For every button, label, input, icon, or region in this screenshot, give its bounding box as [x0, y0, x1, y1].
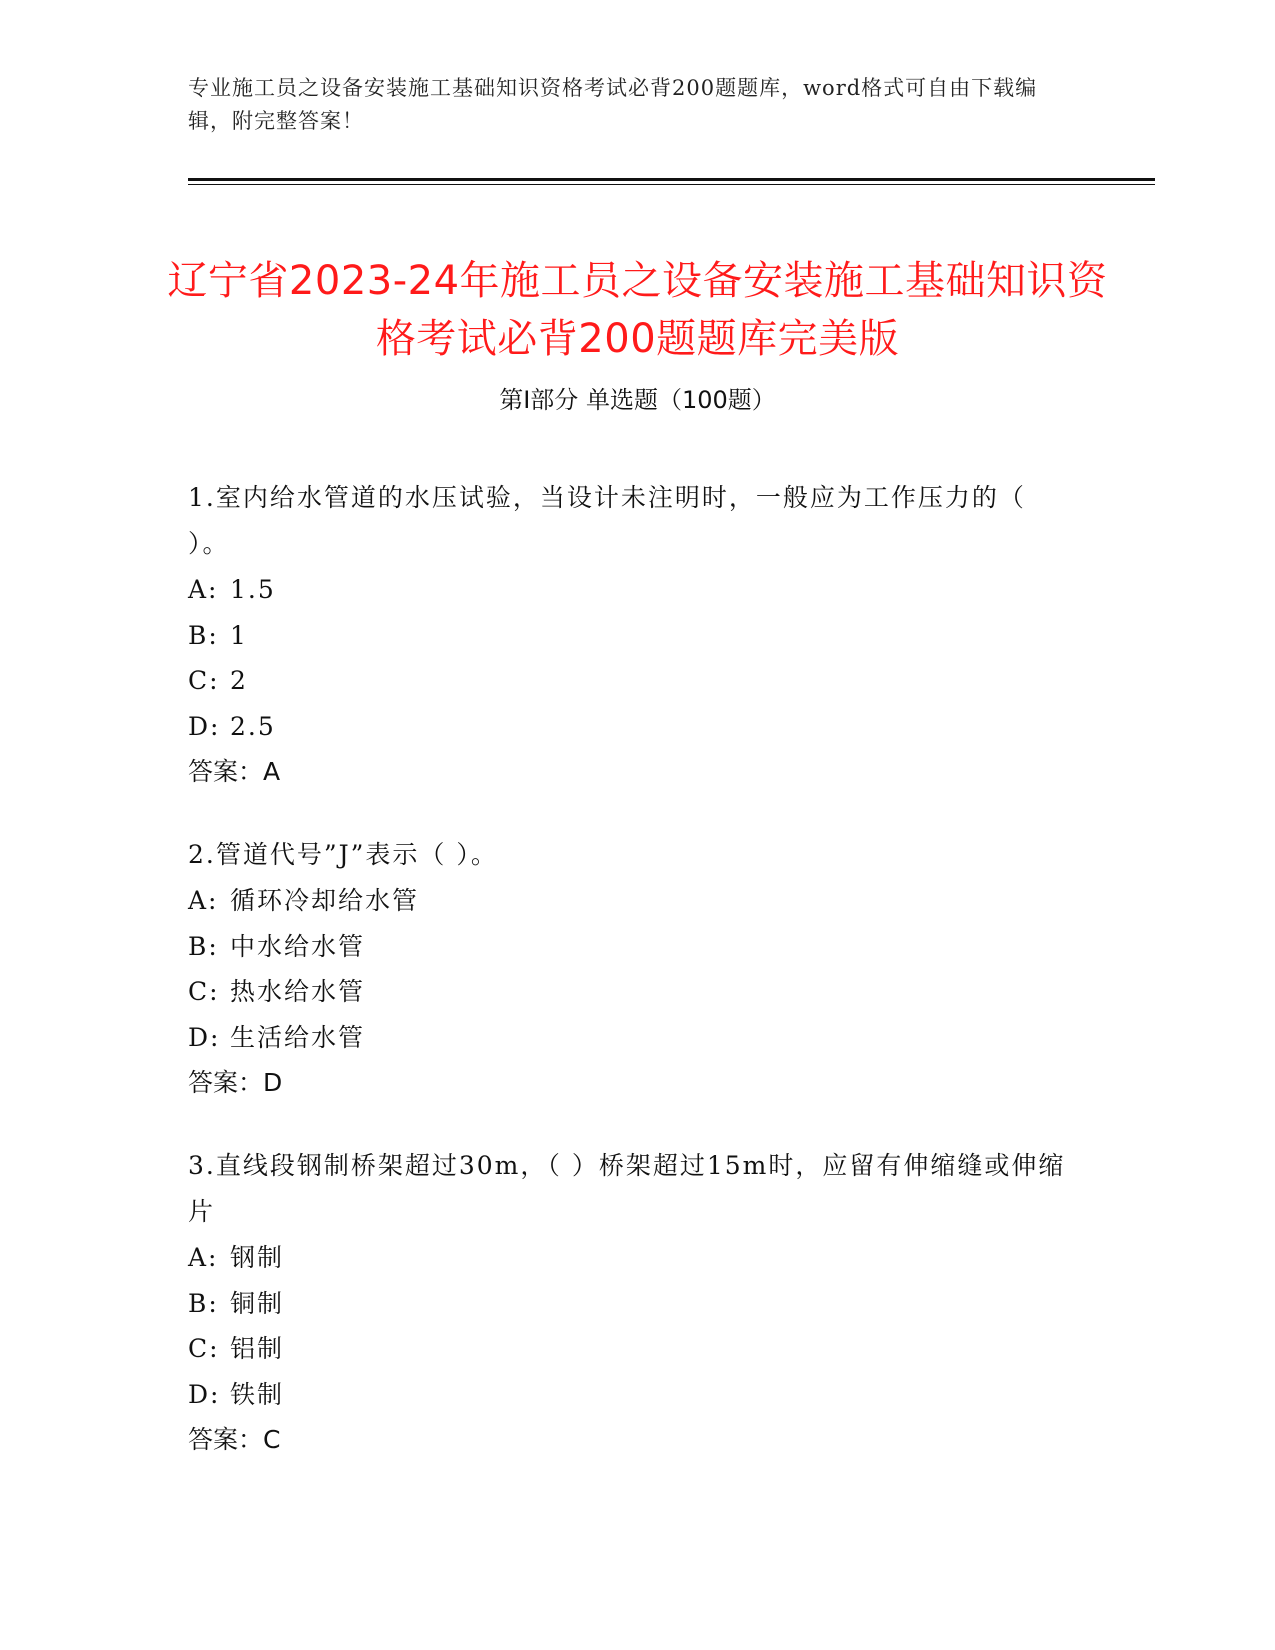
option-text: 1.5 [230, 575, 276, 604]
header-note: 专业施工员之设备安装施工基础知识资格考试必背200题题库，word格式可自由下载编辑，附完整答案！ [188, 76, 1038, 133]
option-text: 中水给水管 [230, 931, 366, 961]
option-c [188, 658, 1068, 704]
option-letter: A: [188, 1243, 219, 1272]
question-1 [188, 475, 1068, 794]
option-b [188, 613, 1068, 659]
option-text: 生活给水管 [230, 1022, 366, 1052]
question-list [188, 475, 1068, 1500]
option-text: 循环冷却给水管 [230, 886, 420, 915]
option-letter: A: [188, 886, 219, 915]
option-a [188, 1235, 1068, 1281]
option-text: 钢制 [230, 1243, 285, 1272]
header-divider-thin [188, 184, 1155, 185]
option-letter: C: [188, 1334, 220, 1363]
option-b [188, 924, 1068, 970]
option-c [188, 969, 1068, 1015]
option-d [188, 704, 1068, 750]
option-d [188, 1372, 1068, 1418]
option-text: 热水给水管 [230, 977, 366, 1006]
option-letter: A: [188, 575, 219, 604]
option-b [188, 1281, 1068, 1327]
option-text: 2.5 [230, 711, 276, 741]
option-text: 1 [230, 620, 248, 650]
answer-line: 答案：C [188, 1425, 281, 1454]
option-text: 铁制 [230, 1379, 285, 1409]
question-stem: 3.直线段钢制桥架超过30m，（ ）桥架超过15m时，应留有伸缩缝或伸缩片 [188, 1151, 1066, 1226]
question-2 [188, 832, 1068, 1105]
option-letter: C: [188, 666, 220, 695]
option-a [188, 878, 1068, 924]
section-heading: 第Ⅰ部分 单选题（100题） [499, 386, 776, 414]
document-title: 辽宁省2023-24年施工员之设备安装施工基础知识资格考试必背200题题库完美版 [167, 257, 1108, 362]
option-a [188, 567, 1068, 613]
option-text: 铝制 [230, 1334, 285, 1363]
option-letter: B: [188, 931, 219, 961]
question-stem: 1.室内给水管道的水压试验，当设计未注明时，一般应为工作压力的（ ）。 [188, 483, 1026, 558]
question-stem: 2.管道代号”J”表示（ ）。 [188, 840, 498, 869]
option-letter: B: [188, 1288, 219, 1318]
option-letter: D: [188, 711, 221, 741]
answer-line: 答案：D [188, 1068, 283, 1097]
header-divider-thick [188, 178, 1155, 181]
answer-line: 答案：A [188, 757, 281, 786]
option-d [188, 1015, 1068, 1061]
option-letter: D: [188, 1022, 221, 1052]
option-text: 2 [230, 666, 248, 695]
question-3 [188, 1143, 1068, 1462]
option-c [188, 1326, 1068, 1372]
option-text: 铜制 [230, 1288, 285, 1318]
option-letter: C: [188, 977, 220, 1006]
option-letter: D: [188, 1379, 221, 1409]
option-letter: B: [188, 620, 219, 650]
